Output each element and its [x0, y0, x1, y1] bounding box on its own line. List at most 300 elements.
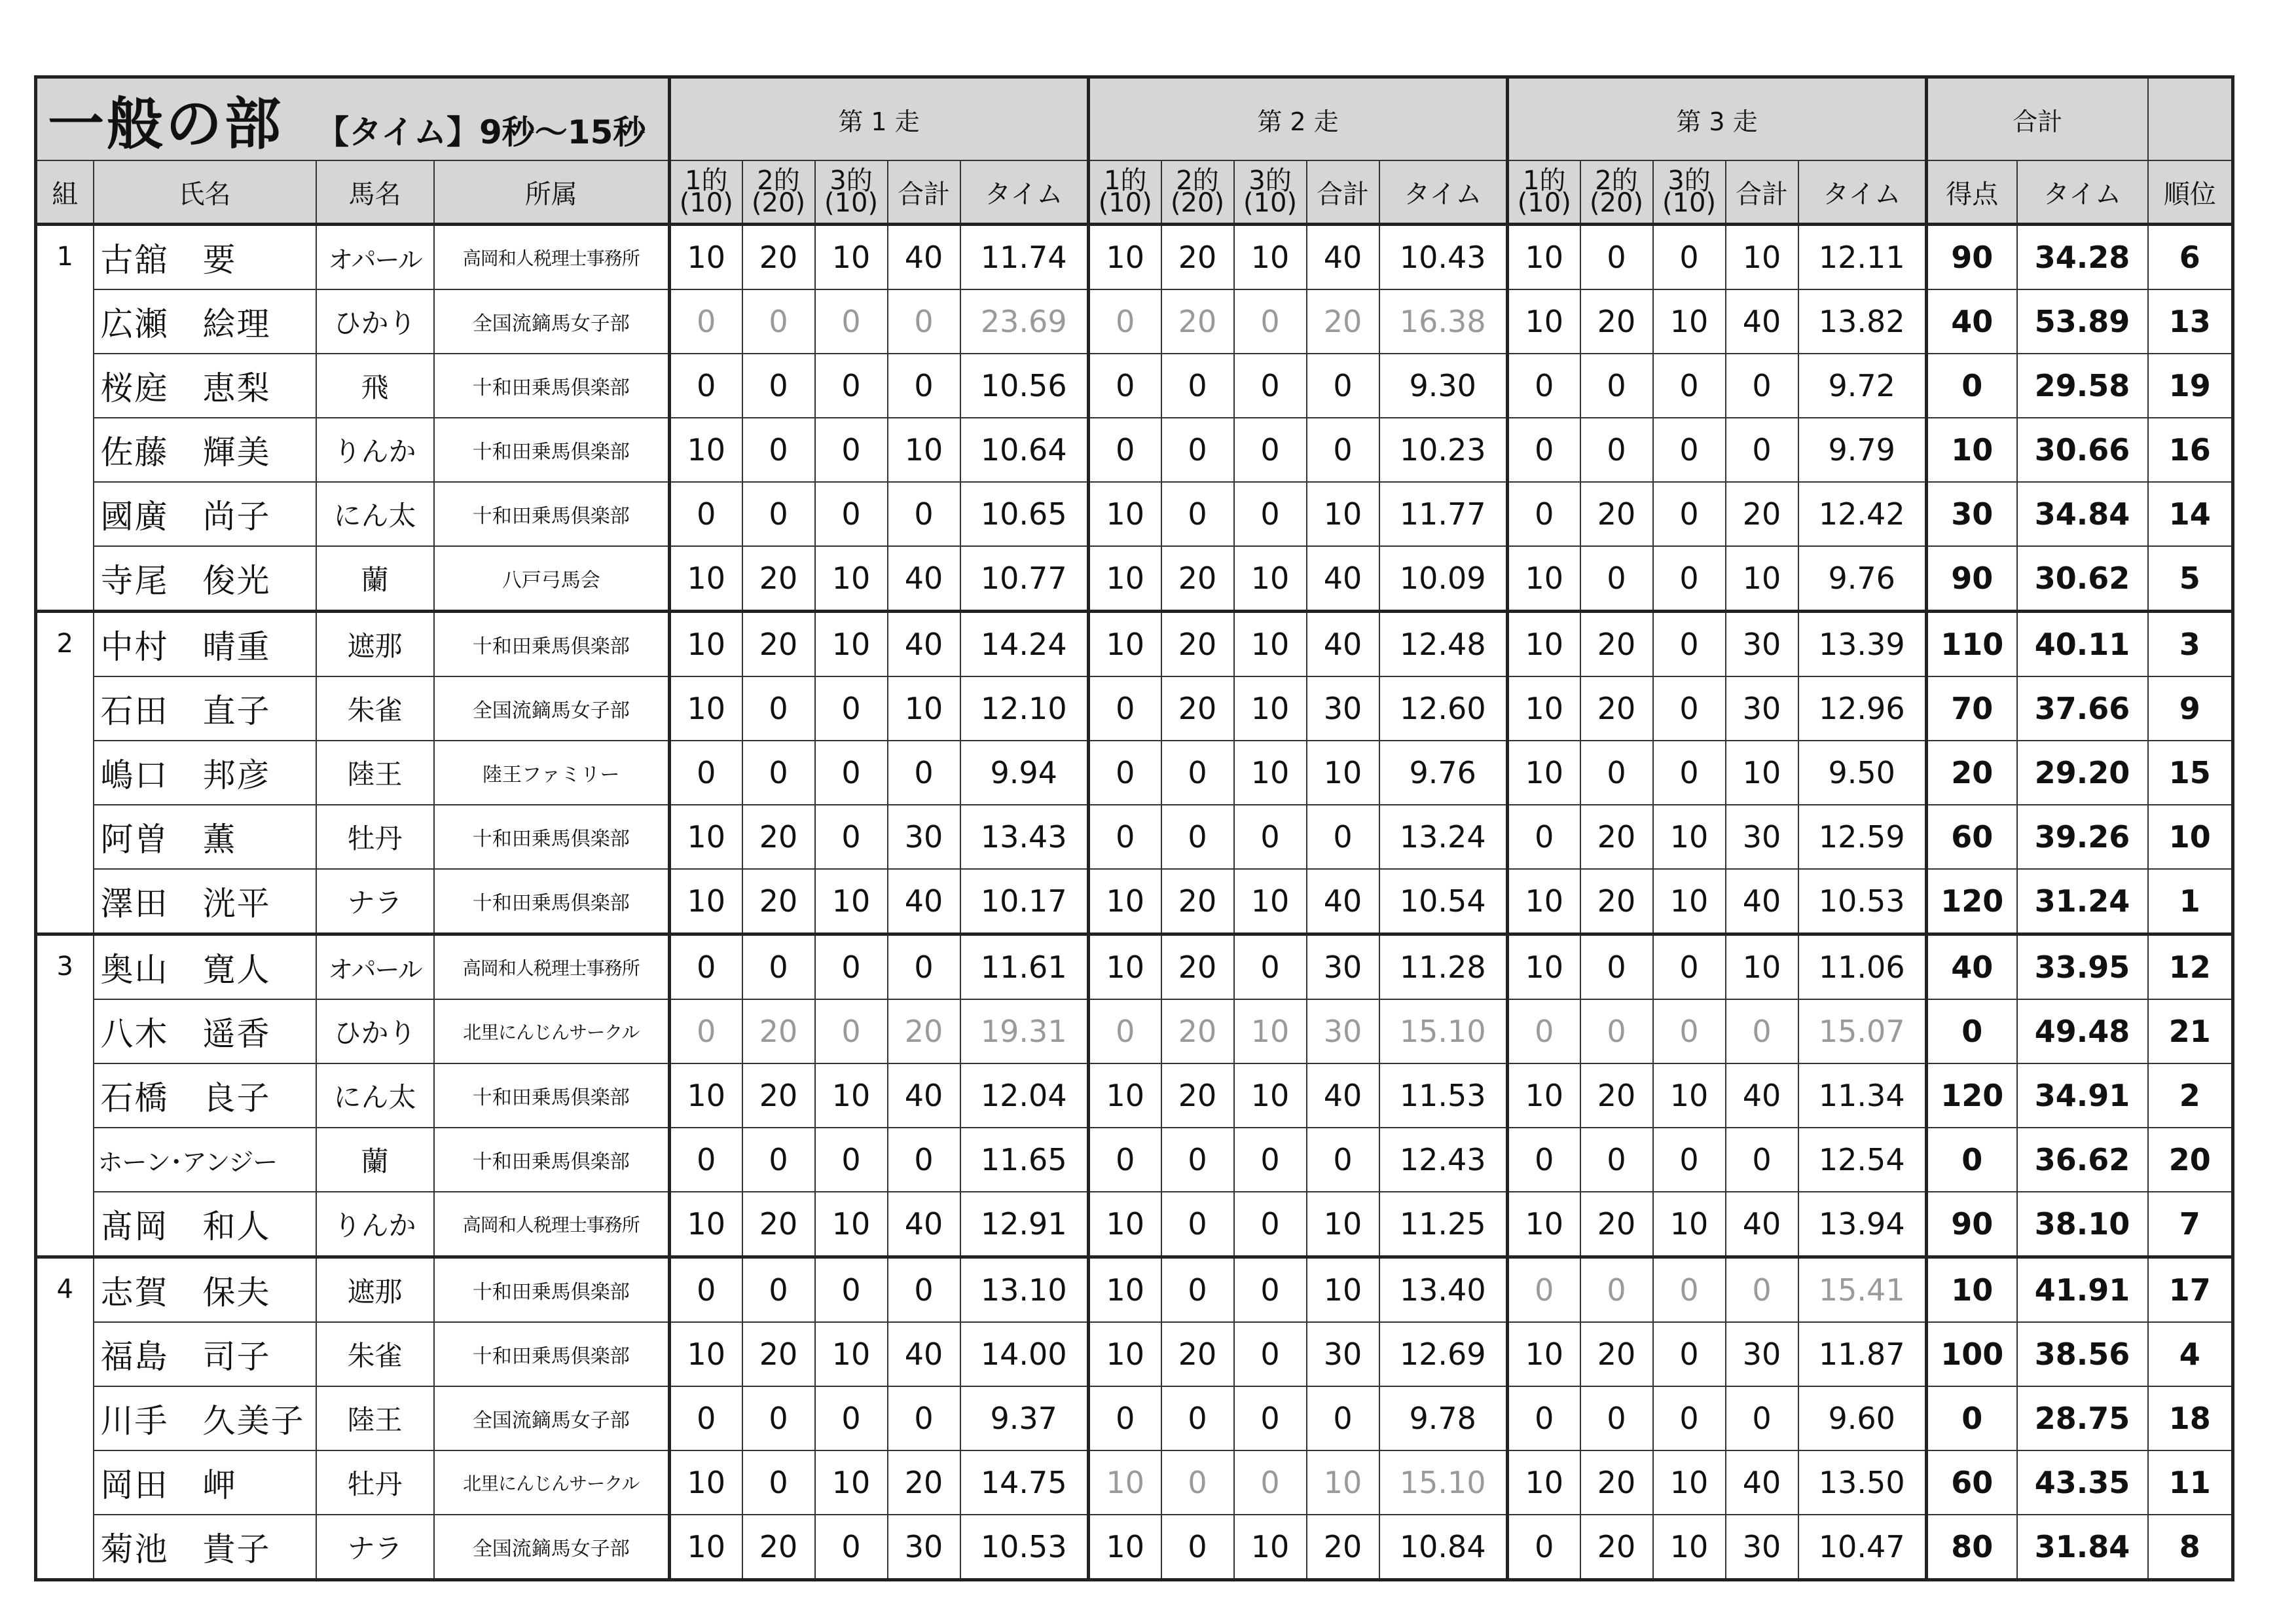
run3-target1-score: 0 [1508, 1515, 1580, 1580]
run3-target1-score: 0 [1508, 354, 1580, 418]
run1-target2-score: 0 [742, 482, 815, 546]
run2-target1-score: 10 [1089, 869, 1161, 934]
run3-target3-score: 0 [1653, 1386, 1726, 1450]
total-points: 100 [1927, 1322, 2017, 1386]
run1-run-time: 14.00 [960, 1322, 1089, 1386]
run2-run-total: 40 [1307, 546, 1379, 612]
run1-target3-score: 0 [815, 482, 888, 546]
run3-run-time: 11.87 [1798, 1322, 1927, 1386]
run1-target3-score: 10 [815, 1322, 888, 1386]
horse-name: 陸王 [316, 741, 434, 805]
points-header: 得点 [1927, 160, 2017, 225]
rank: 2 [2148, 1063, 2233, 1128]
run1-run-time: 10.64 [960, 418, 1089, 482]
run3-run-time: 12.59 [1798, 805, 1927, 869]
affiliation: 十和田乗馬倶楽部 [434, 418, 670, 482]
run2-target1-score: 10 [1089, 225, 1161, 290]
total-time: 30.62 [2017, 546, 2148, 612]
run1-target3-score: 10 [815, 869, 888, 934]
run2-target2-score: 20 [1161, 612, 1234, 677]
run2-target1-score: 10 [1089, 1322, 1161, 1386]
total-points: 40 [1927, 934, 2017, 1000]
header-row-runs [36, 77, 2233, 161]
run1-target2-score: 0 [742, 934, 815, 1000]
run1-target1-score: 0 [670, 1257, 742, 1323]
run3-target1-score: 10 [1508, 1322, 1580, 1386]
target-max-points: (20) [1170, 188, 1225, 218]
run1-target1-header [670, 160, 742, 225]
run1-run-time: 10.77 [960, 546, 1089, 612]
group-number: 1 [36, 225, 94, 612]
affiliation: 全国流鏑馬女子部 [434, 289, 670, 354]
rider-name: 奥山 寛人 [94, 934, 316, 1000]
run2-run-total: 30 [1307, 676, 1379, 741]
name-header: 氏名 [94, 160, 316, 225]
run1-target2-score: 20 [742, 869, 815, 934]
total-points: 80 [1927, 1515, 2017, 1580]
affiliation: 十和田乗馬倶楽部 [434, 1063, 670, 1128]
total-time: 38.56 [2017, 1322, 2148, 1386]
run2-run-time: 10.43 [1379, 225, 1508, 290]
run1-target1-score: 10 [670, 1450, 742, 1515]
run2-run-time: 11.28 [1379, 934, 1508, 1000]
affiliation: 全国流鏑馬女子部 [434, 1386, 670, 1450]
run1-run-total: 40 [888, 225, 960, 290]
run1-target2-score: 20 [742, 999, 815, 1063]
table-row [36, 1128, 2233, 1192]
run1-target3-score: 0 [815, 418, 888, 482]
run1-target1-score: 0 [670, 354, 742, 418]
run3-run-total: 0 [1726, 1128, 1798, 1192]
affiliation: 陸王ファミリー [434, 741, 670, 805]
affiliation-header: 所属 [434, 160, 670, 225]
run1-target1-score: 0 [670, 289, 742, 354]
horse-name: ひかり [316, 999, 434, 1063]
run1-run-total: 40 [888, 546, 960, 612]
horse-name: 牡丹 [316, 1450, 434, 1515]
run1-run-total: 0 [888, 289, 960, 354]
target-max-points: (10) [1517, 188, 1571, 218]
run3-run-time: 13.50 [1798, 1450, 1927, 1515]
rank: 1 [2148, 869, 2233, 934]
results-table [34, 75, 2234, 1581]
run2-run-total: 0 [1307, 354, 1379, 418]
run2-target1-score: 10 [1089, 1063, 1161, 1128]
run3-target1-score: 0 [1508, 482, 1580, 546]
run2-time-header: タイム [1379, 160, 1508, 225]
run2-target3-score: 10 [1234, 225, 1307, 290]
run1-run-total: 30 [888, 805, 960, 869]
total-points: 0 [1927, 1128, 2017, 1192]
run3-target1-score: 10 [1508, 546, 1580, 612]
horse-name: ナラ [316, 869, 434, 934]
run3-target2-score: 0 [1580, 999, 1653, 1063]
run3-run-time: 11.34 [1798, 1063, 1927, 1128]
run1-target2-score: 20 [742, 1322, 815, 1386]
total-time: 38.10 [2017, 1192, 2148, 1257]
target-max-points: (20) [1589, 188, 1644, 218]
sheet-title [36, 77, 670, 161]
rank: 13 [2148, 289, 2233, 354]
run2-run-total: 30 [1307, 934, 1379, 1000]
run3-run-total: 40 [1726, 1192, 1798, 1257]
table-row [36, 805, 2233, 869]
run1-target3-header [815, 160, 888, 225]
run2-target3-score: 10 [1234, 1515, 1307, 1580]
total-points: 0 [1927, 1386, 2017, 1450]
run2-run-time: 10.84 [1379, 1515, 1508, 1580]
run1-target1-score: 0 [670, 482, 742, 546]
run3-target3-score: 0 [1653, 1128, 1726, 1192]
affiliation: 高岡和人税理士事務所 [434, 225, 670, 290]
horse-name: 朱雀 [316, 676, 434, 741]
run3-target2-score: 20 [1580, 1063, 1653, 1128]
run1-run-time: 10.17 [960, 869, 1089, 934]
run3-target3-score: 0 [1653, 676, 1726, 741]
target-label: 3的 [1248, 166, 1292, 196]
run3-run-time: 15.41 [1798, 1257, 1927, 1323]
run3-target2-score: 20 [1580, 289, 1653, 354]
target-max-points: (10) [824, 188, 879, 218]
run1-target1-score: 10 [670, 676, 742, 741]
run1-run-time: 10.53 [960, 1515, 1089, 1580]
run2-target2-score: 20 [1161, 1063, 1234, 1128]
run1-target3-score: 0 [815, 741, 888, 805]
run2-target2-score: 20 [1161, 999, 1234, 1063]
run1-run-total: 10 [888, 418, 960, 482]
run3-run-time: 12.42 [1798, 482, 1927, 546]
run2-run-time: 10.23 [1379, 418, 1508, 482]
run3-run-total: 40 [1726, 1450, 1798, 1515]
table-row [36, 289, 2233, 354]
total-time: 40.11 [2017, 612, 2148, 677]
run2-run-total: 0 [1307, 1128, 1379, 1192]
rank: 4 [2148, 1322, 2233, 1386]
rank: 8 [2148, 1515, 2233, 1580]
table-row [36, 612, 2233, 677]
rank: 17 [2148, 1257, 2233, 1323]
table-row [36, 354, 2233, 418]
run1-run-time: 11.61 [960, 934, 1089, 1000]
rider-name: 川手 久美子 [94, 1386, 316, 1450]
run3-target1-score: 10 [1508, 289, 1580, 354]
run3-run-total: 20 [1726, 482, 1798, 546]
affiliation: 高岡和人税理士事務所 [434, 934, 670, 1000]
run1-total-header: 合計 [888, 160, 960, 225]
run1-run-total: 40 [888, 612, 960, 677]
affiliation: 全国流鏑馬女子部 [434, 676, 670, 741]
run2-target3-score: 0 [1234, 1257, 1307, 1323]
run3-run-total: 0 [1726, 1386, 1798, 1450]
run1-target2-score: 20 [742, 1192, 815, 1257]
run1-run-time: 11.74 [960, 225, 1089, 290]
run2-target1-score: 0 [1089, 676, 1161, 741]
run3-run-time: 9.76 [1798, 546, 1927, 612]
run1-run-time: 11.65 [960, 1128, 1089, 1192]
run1-run-total: 40 [888, 1063, 960, 1128]
run2-target3-score: 0 [1234, 1322, 1307, 1386]
run2-target3-score: 10 [1234, 999, 1307, 1063]
run1-target3-score: 0 [815, 999, 888, 1063]
table-row [36, 1322, 2233, 1386]
run1-target2-score: 20 [742, 805, 815, 869]
horse-name: オパール [316, 225, 434, 290]
run1-run-time: 9.37 [960, 1386, 1089, 1450]
run3-target2-score: 20 [1580, 1450, 1653, 1515]
run1-run-total: 0 [888, 934, 960, 1000]
run2-target1-header [1089, 160, 1161, 225]
run1-target2-score: 20 [742, 612, 815, 677]
run2-target2-score: 0 [1161, 418, 1234, 482]
run2-target1-score: 10 [1089, 1192, 1161, 1257]
run2-run-total: 10 [1307, 741, 1379, 805]
run2-target3-score: 10 [1234, 676, 1307, 741]
total-time: 31.24 [2017, 869, 2148, 934]
run1-run-time: 14.24 [960, 612, 1089, 677]
run3-run-total: 0 [1726, 354, 1798, 418]
run3-target2-score: 0 [1580, 546, 1653, 612]
run2-target3-score: 0 [1234, 418, 1307, 482]
affiliation: 十和田乗馬倶楽部 [434, 1128, 670, 1192]
run2-target2-score: 20 [1161, 676, 1234, 741]
run1-run-time: 23.69 [960, 289, 1089, 354]
total-points: 60 [1927, 805, 2017, 869]
run2-target3-score: 10 [1234, 1063, 1307, 1128]
run1-target3-score: 0 [815, 1386, 888, 1450]
horse-name: りんか [316, 1192, 434, 1257]
rider-name: 澤田 洸平 [94, 869, 316, 934]
rider-name: 桜庭 恵梨 [94, 354, 316, 418]
target-max-points: (10) [1662, 188, 1717, 218]
horse-name: 陸王 [316, 1386, 434, 1450]
affiliation: 高岡和人税理士事務所 [434, 1192, 670, 1257]
run2-target1-score: 0 [1089, 289, 1161, 354]
run2-run-total: 40 [1307, 869, 1379, 934]
run1-run-total: 30 [888, 1515, 960, 1580]
run1-target2-score: 20 [742, 546, 815, 612]
run3-run-time: 12.54 [1798, 1128, 1927, 1192]
run3-target2-score: 0 [1580, 741, 1653, 805]
run1-run-total: 0 [888, 1386, 960, 1450]
run2-total-header: 合計 [1307, 160, 1379, 225]
run1-target3-score: 0 [815, 1128, 888, 1192]
rank: 18 [2148, 1386, 2233, 1450]
run2-run-time: 10.54 [1379, 869, 1508, 934]
run3-target2-score: 0 [1580, 354, 1653, 418]
run1-target2-score: 20 [742, 1063, 815, 1128]
total-points: 10 [1927, 1257, 2017, 1323]
run2-target1-score: 0 [1089, 1386, 1161, 1450]
run1-target2-score: 0 [742, 1386, 815, 1450]
run1-run-time: 14.75 [960, 1450, 1089, 1515]
run1-target2-header [742, 160, 815, 225]
run2-target3-score: 0 [1234, 1450, 1307, 1515]
run2-run-total: 0 [1307, 418, 1379, 482]
total-points: 90 [1927, 546, 2017, 612]
table-row [36, 1515, 2233, 1580]
total-time: 37.66 [2017, 676, 2148, 741]
run2-run-time: 15.10 [1379, 999, 1508, 1063]
table-row [36, 482, 2233, 546]
header-row-columns [36, 160, 2233, 225]
run1-target1-score: 0 [670, 741, 742, 805]
rider-name: 佐藤 輝美 [94, 418, 316, 482]
run3-target2-score: 20 [1580, 1515, 1653, 1580]
rider-name: 広瀬 絵理 [94, 289, 316, 354]
total-points: 110 [1927, 612, 2017, 677]
horse-name: ナラ [316, 1515, 434, 1580]
run3-target3-score: 10 [1653, 289, 1726, 354]
run3-target2-score: 20 [1580, 805, 1653, 869]
run2-target3-score: 0 [1234, 805, 1307, 869]
run3-target3-score: 0 [1653, 354, 1726, 418]
rank-header: 順位 [2148, 160, 2233, 225]
run3-target1-score: 10 [1508, 676, 1580, 741]
run1-target1-score: 0 [670, 999, 742, 1063]
rider-name: 寺尾 俊光 [94, 546, 316, 612]
run1-target2-score: 0 [742, 354, 815, 418]
run2-target2-header [1161, 160, 1234, 225]
target-label: 2的 [1176, 166, 1219, 196]
rank: 21 [2148, 999, 2233, 1063]
run3-run-time: 13.82 [1798, 289, 1927, 354]
run1-target2-score: 20 [742, 1515, 815, 1580]
run2-target3-score: 0 [1234, 482, 1307, 546]
total-points: 40 [1927, 289, 2017, 354]
horse-name: にん太 [316, 482, 434, 546]
run2-target2-score: 0 [1161, 805, 1234, 869]
run3-total-header: 合計 [1726, 160, 1798, 225]
total-points: 70 [1927, 676, 2017, 741]
run3-target3-score: 0 [1653, 1322, 1726, 1386]
run3-run-total: 10 [1726, 546, 1798, 612]
group-number: 3 [36, 934, 94, 1257]
table-row [36, 1063, 2233, 1128]
run2-run-total: 20 [1307, 289, 1379, 354]
run3-run-time: 12.11 [1798, 225, 1927, 290]
run2-target3-score: 0 [1234, 934, 1307, 1000]
table-row [36, 225, 2233, 290]
rank: 3 [2148, 612, 2233, 677]
run3-target3-score: 10 [1653, 1450, 1726, 1515]
run3-target3-header [1653, 160, 1726, 225]
rank: 14 [2148, 482, 2233, 546]
run2-target2-score: 0 [1161, 354, 1234, 418]
affiliation: 北里にんじんサークル [434, 1450, 670, 1515]
run3-target2-score: 0 [1580, 1257, 1653, 1323]
total-time: 31.84 [2017, 1515, 2148, 1580]
run1-run-time: 12.91 [960, 1192, 1089, 1257]
run3-run-time: 11.06 [1798, 934, 1927, 1000]
run3-target2-score: 20 [1580, 1322, 1653, 1386]
run1-run-total: 20 [888, 1450, 960, 1515]
run2-run-total: 40 [1307, 612, 1379, 677]
run1-run-total: 40 [888, 1322, 960, 1386]
rank: 11 [2148, 1450, 2233, 1515]
run2-run-total: 30 [1307, 999, 1379, 1063]
run3-run-time: 13.39 [1798, 612, 1927, 677]
run2-target1-score: 0 [1089, 999, 1161, 1063]
run1-target3-score: 10 [815, 225, 888, 290]
table-row [36, 676, 2233, 741]
title-main: 一般の部 [48, 92, 283, 157]
rank: 5 [2148, 546, 2233, 612]
run3-run-total: 0 [1726, 999, 1798, 1063]
run2-run-total: 10 [1307, 1192, 1379, 1257]
run2-run-total: 40 [1307, 1063, 1379, 1128]
target-label: 1的 [1523, 166, 1566, 196]
horse-name: オパール [316, 934, 434, 1000]
table-row [36, 869, 2233, 934]
run1-target1-score: 10 [670, 225, 742, 290]
run1-target3-score: 0 [815, 1515, 888, 1580]
affiliation: 十和田乗馬倶楽部 [434, 482, 670, 546]
rider-name: 髙岡 和人 [94, 1192, 316, 1257]
run2-target1-score: 0 [1089, 418, 1161, 482]
run2-target2-score: 0 [1161, 482, 1234, 546]
run1-target3-score: 0 [815, 805, 888, 869]
run3-target1-score: 0 [1508, 1128, 1580, 1192]
rank-header-top [2148, 77, 2233, 161]
run3-target3-score: 0 [1653, 741, 1726, 805]
run2-target1-score: 10 [1089, 934, 1161, 1000]
run2-target1-score: 0 [1089, 805, 1161, 869]
horse-header: 馬名 [316, 160, 434, 225]
rank: 19 [2148, 354, 2233, 418]
run2-run-total: 0 [1307, 1386, 1379, 1450]
total-time: 41.91 [2017, 1257, 2148, 1323]
run1-run-total: 40 [888, 1192, 960, 1257]
run2-run-time: 11.25 [1379, 1192, 1508, 1257]
run1-target2-score: 0 [742, 676, 815, 741]
affiliation: 十和田乗馬倶楽部 [434, 869, 670, 934]
run1-run-time: 19.31 [960, 999, 1089, 1063]
total-points: 0 [1927, 999, 2017, 1063]
run1-run-time: 10.65 [960, 482, 1089, 546]
table-row [36, 934, 2233, 1000]
rider-name: 志賀 保夫 [94, 1257, 316, 1323]
horse-name: 朱雀 [316, 1322, 434, 1386]
run1-run-time: 10.56 [960, 354, 1089, 418]
target-label: 3的 [829, 166, 873, 196]
total-time: 30.66 [2017, 418, 2148, 482]
run3-run-time: 9.60 [1798, 1386, 1927, 1450]
run2-run-total: 0 [1307, 805, 1379, 869]
run1-target3-score: 10 [815, 612, 888, 677]
total-points: 60 [1927, 1450, 2017, 1515]
affiliation: 十和田乗馬倶楽部 [434, 1257, 670, 1323]
horse-name: 蘭 [316, 546, 434, 612]
run3-run-time: 12.96 [1798, 676, 1927, 741]
target-max-points: (20) [751, 188, 806, 218]
affiliation: 十和田乗馬倶楽部 [434, 612, 670, 677]
total-points: 90 [1927, 1192, 2017, 1257]
run2-target3-score: 0 [1234, 1386, 1307, 1450]
run3-run-total: 0 [1726, 1257, 1798, 1323]
run3-run-total: 40 [1726, 289, 1798, 354]
run2-run-total: 20 [1307, 1515, 1379, 1580]
run3-target2-score: 0 [1580, 1128, 1653, 1192]
run3-target3-score: 0 [1653, 999, 1726, 1063]
run2-run-time: 11.53 [1379, 1063, 1508, 1128]
run3-target1-header [1508, 160, 1580, 225]
table-row [36, 1257, 2233, 1323]
run3-target2-header [1580, 160, 1653, 225]
target-label: 3的 [1667, 166, 1711, 196]
affiliation: 十和田乗馬倶楽部 [434, 354, 670, 418]
run1-target3-score: 0 [815, 676, 888, 741]
run2-target2-score: 20 [1161, 934, 1234, 1000]
